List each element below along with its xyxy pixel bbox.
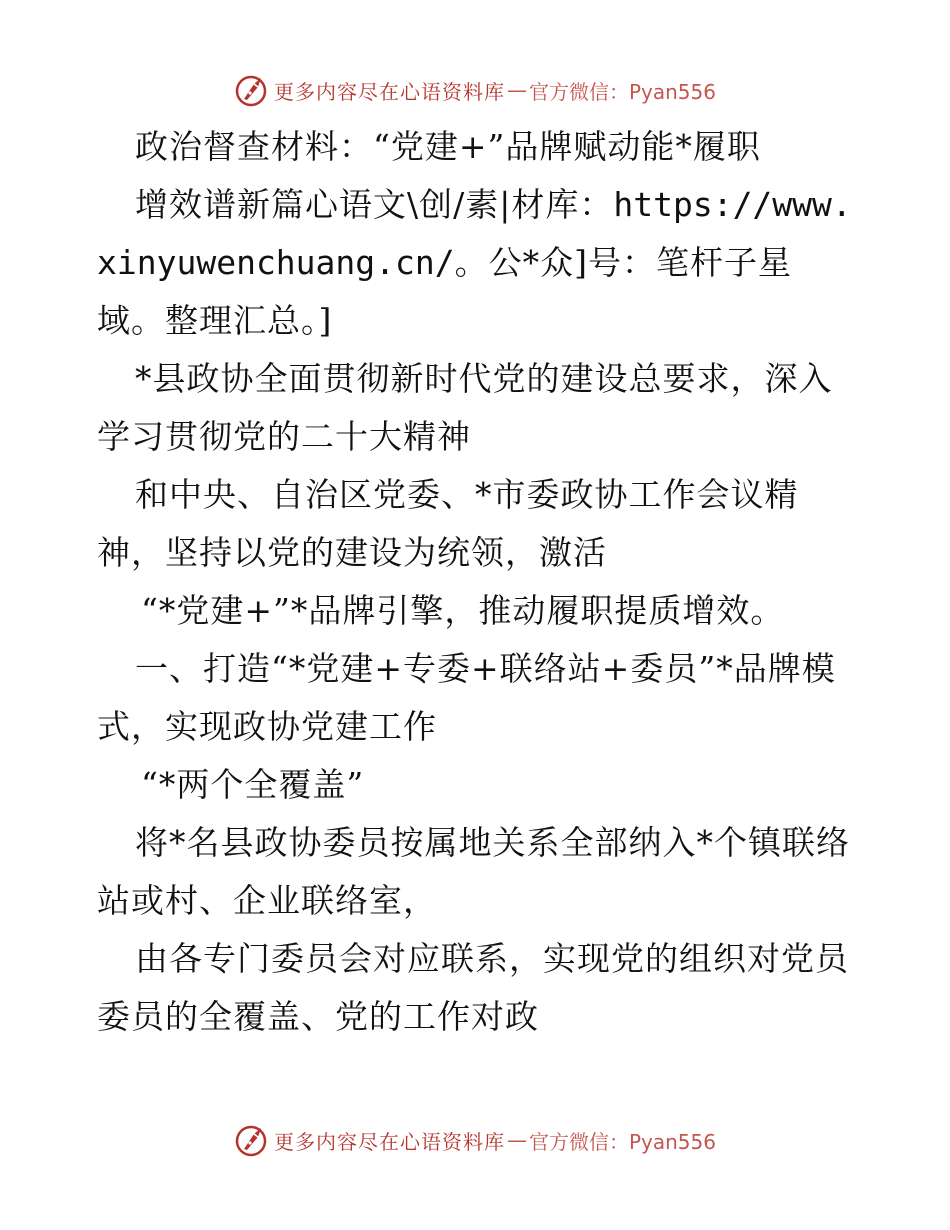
paragraph: 和中央、自治区党委、*市委政协工作会议精神，坚持以党的建设为统领，激活 [97,475,799,572]
section-heading: 一、打造“*党建+专委+联络站+委员”*品牌模式，实现政协党建工作 [97,649,836,746]
header-wechat: 官方微信：Pyan556 [528,79,716,104]
header-slogan: 更多内容尽在心语资料库 [273,79,505,104]
footer-banner [0,1120,950,1160]
paragraph: *县政协全面贯彻新时代党的建设总要求，深入学习贯彻党的二十大精神 [97,359,833,456]
title-line: 政治督查材料：“党建+”品牌赋动能*履职 [135,127,761,166]
paragraph-source [97,176,857,350]
source-note: 。公*众]号：笔杆子星域。整理汇总。] [97,243,792,340]
source-url: https://www.xinyuwenchuang.cn/ [97,185,852,282]
paragraph: “*两个全覆盖” [141,765,365,804]
paragraph: 将*名县政协委员按属地关系全部纳入*个镇联络站或村、企业联络室， [97,823,850,920]
paragraph: 由各专门委员会对应联系，实现党的组织对党员委员的全覆盖、党的工作对政 [97,939,849,1036]
document-body [97,118,857,1046]
footer-separator: — [506,1128,527,1152]
paragraph: “*党建+”*品牌引擎，推动履职提质增效。 [141,591,785,630]
header-banner [0,70,950,110]
footer-wechat: 官方微信：Pyan556 [528,1129,716,1154]
source-label: 增效谱新篇心语文\创/素|材库： [135,185,614,224]
footer-slogan: 更多内容尽在心语资料库 [273,1129,505,1154]
header-separator: — [506,78,527,102]
fountain-pen-circle-icon [234,72,270,108]
fountain-pen-circle-icon [234,1122,270,1158]
